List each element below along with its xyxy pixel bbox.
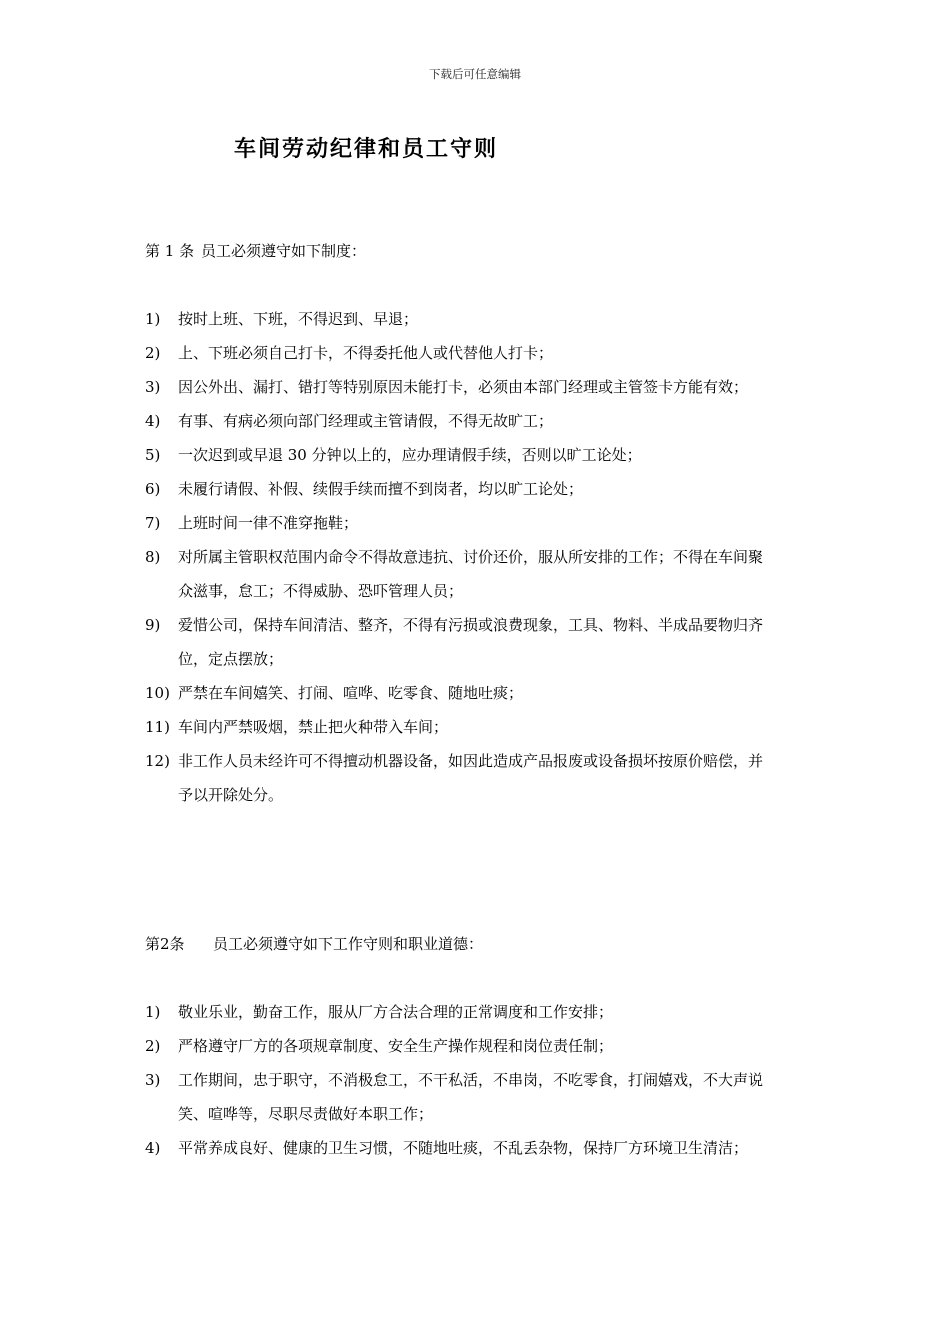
item-number: 12): [145, 752, 170, 770]
item-number: 3): [145, 1071, 161, 1089]
item-number: 3): [145, 378, 161, 396]
section-2-list: [145, 995, 785, 1165]
item-number: 2): [145, 1037, 161, 1055]
item-text: 上、下班必须自己打卡，不得委托他人或代替他人打卡；: [178, 344, 554, 362]
item-text: 有事、有病必须向部门经理或主管请假，不得无故旷工；: [178, 412, 554, 430]
item-text: 非工作人员未经许可不得擅动机器设备，如因此造成产品报废或设备损坏按原价赔偿，并予以开除处分。: [178, 752, 764, 804]
list-item: [145, 608, 785, 676]
item-text: 平常养成良好、健康的卫生习惯，不随地吐痰，不乱丢杂物，保持厂方环境卫生清洁；: [178, 1139, 749, 1157]
item-text: 敬业乐业，勤奋工作，服从厂方合法合理的正常调度和工作安排；: [178, 1003, 614, 1021]
item-number: 11): [145, 718, 170, 736]
item-text: 爱惜公司，保持车间清洁、整齐，不得有污损或浪费现象，工具、物料、半成品要物归齐位，定点摆放；: [178, 616, 764, 668]
list-item: [145, 744, 785, 812]
section-heading-text: 员工必须遵守如下制度：: [201, 242, 367, 260]
document-title: 车间劳动纪律和员工守则: [234, 136, 499, 162]
item-number: 10): [145, 684, 170, 702]
item-text: 因公外出、漏打、错打等特别原因未能打卡，必须由本部门经理或主管签卡方能有效；: [178, 378, 749, 396]
item-number: 5): [145, 446, 161, 464]
list-item: [145, 472, 785, 506]
item-text: 严禁在车间嬉笑、打闹、喧哗、吃零食、随地吐痰；: [178, 684, 524, 702]
item-number: 4): [145, 1139, 161, 1157]
item-text: 工作期间，忠于职守，不消极怠工，不干私活，不串岗，不吃零食，打闹嬉戏，不大声说笑、喧哗等，尽职尽责做好本职工作；: [178, 1071, 764, 1123]
item-text: 对所属主管职权范围内命令不得故意违抗、讨价还价，服从所安排的工作；不得在车间聚众滋事，怠工；不得威胁、恐吓管理人员；: [178, 548, 764, 600]
list-item: [145, 710, 785, 744]
section-number: 第 1 条: [145, 242, 195, 260]
list-item: [145, 1131, 785, 1165]
page-header-note: 下载后可任意编辑: [429, 67, 521, 81]
item-text: 未履行请假、补假、续假手续而擅不到岗者，均以旷工论处；: [178, 480, 584, 498]
section-1-heading: [145, 240, 366, 261]
list-item: [145, 370, 785, 404]
item-number: 2): [145, 344, 161, 362]
item-number: 1): [145, 1003, 161, 1021]
item-text: 按时上班、下班，不得迟到、早退；: [178, 310, 419, 328]
list-item: [145, 302, 785, 336]
list-item: [145, 506, 785, 540]
item-text: 一次迟到或早退 30 分钟以上的，应办理请假手续，否则以旷工论处；: [178, 446, 642, 464]
section-1-list: [145, 302, 785, 812]
list-item: [145, 404, 785, 438]
item-number: 1): [145, 310, 161, 328]
item-number: 7): [145, 514, 161, 532]
item-text: 严格遵守厂方的各项规章制度、安全生产操作规程和岗位责任制；: [178, 1037, 614, 1055]
list-item: [145, 1063, 785, 1131]
list-item: [145, 540, 785, 608]
list-item: [145, 438, 785, 472]
item-number: 8): [145, 548, 161, 566]
list-item: [145, 336, 785, 370]
item-text: 上班时间一律不准穿拖鞋；: [178, 514, 359, 532]
list-item: [145, 676, 785, 710]
item-number: 4): [145, 412, 161, 430]
list-item: [145, 995, 785, 1029]
section-heading-text: 员工必须遵守如下工作守则和职业道德：: [213, 935, 484, 953]
section-2-heading: [145, 933, 483, 954]
item-number: 9): [145, 616, 161, 634]
item-text: 车间内严禁吸烟，禁止把火种带入车间；: [178, 718, 449, 736]
section-number: 第2条: [145, 935, 185, 953]
list-item: [145, 1029, 785, 1063]
item-number: 6): [145, 480, 161, 498]
